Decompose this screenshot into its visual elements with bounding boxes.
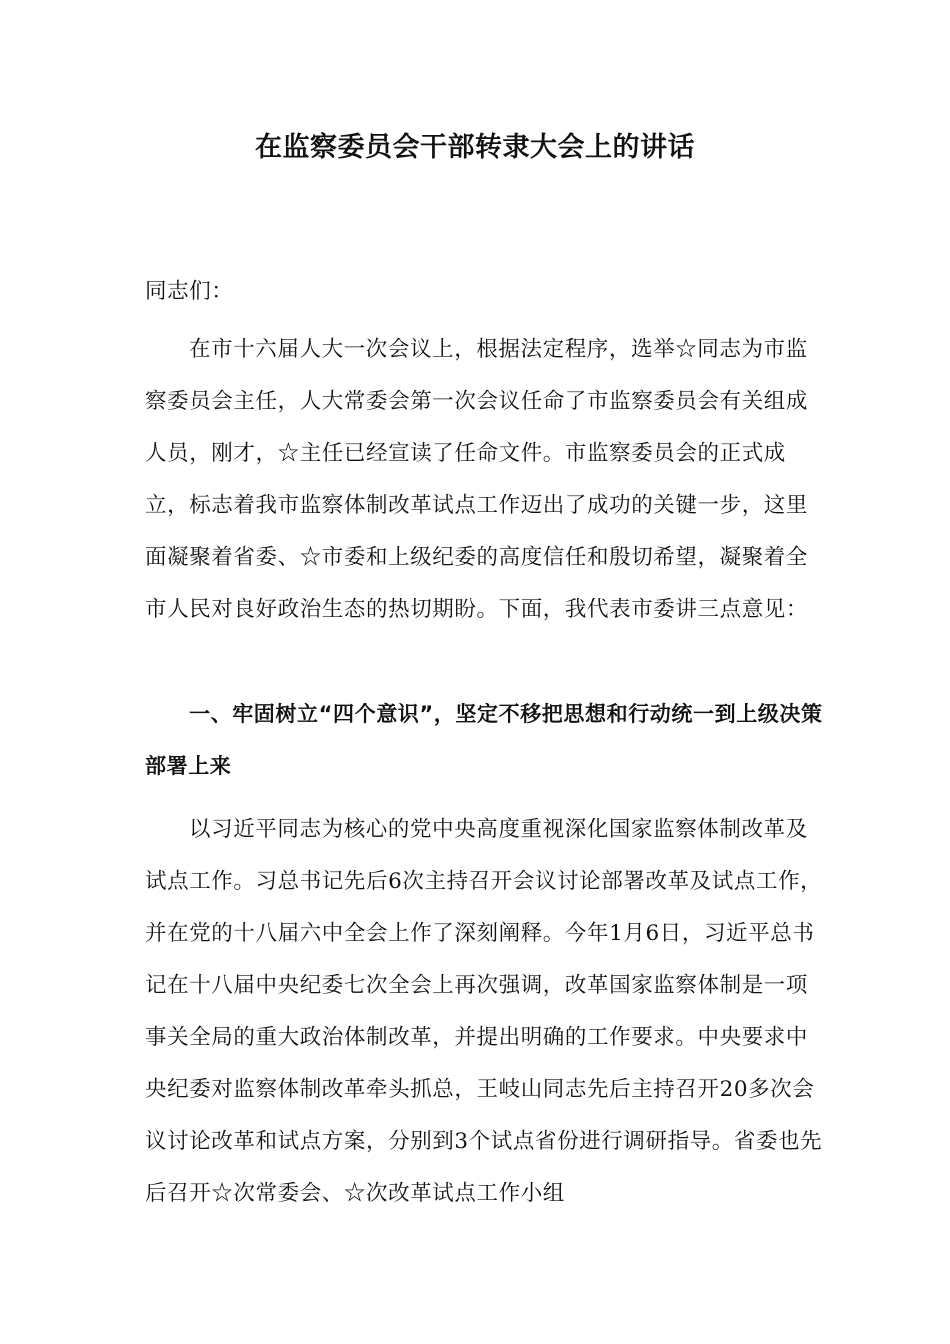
document-title: 在监察委员会干部转隶大会上的讲话 [255,132,695,163]
paragraph-section-1: 以习近平同志为核心的党中央高度重视深化国家监察体制改革及试点工作。习总书记先后6次主持召开会议讨论部署改革及试点工作，并在党的十八届六中全会上作了深刻阐释。今年1月6日，习近平总书记在十八届中央纪委七次全会上再次强调，改革国家监察体制是一项事关全局的重大政治体制改革，并提出明确的工作要求。中央要求中央纪委对监察体制改革牵头抓总，王岐山同志先后主持召开20多次会议讨论改革和试点方案，分别到3个试点省份进行调研指导。省委也先后召开☆次常委会、☆次改革试点工作小组 [145,817,823,1206]
salutation: 同志们： [145,279,234,304]
section-heading-1: 一、牢固树立“四个意识”，坚定不移把思想和行动统一到上级决策部署上来 [145,702,823,778]
paragraph-intro: 在市十六届人大一次会议上，根据法定程序，选举☆同志为市监察委员会主任，人大常委会第一次会议任命了市监察委员会有关组成人员，刚才，☆主任已经宣读了任命文件。市监察委员会的正式成立，标志着我市监察体制改革试点工作迈出了成功的关键一步，这里面凝聚着省委、☆市委和上级纪委的高度信任和殷切希望，凝聚着全市人民对良好政治生态的热切期盼。下面，我代表市委讲三点意见： [145,337,809,622]
